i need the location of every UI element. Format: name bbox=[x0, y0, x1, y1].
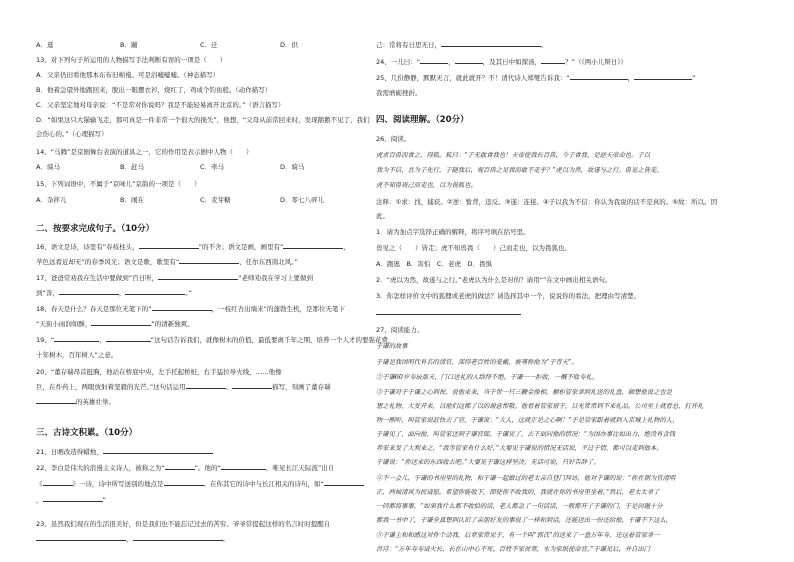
q19-line-1: 19、“ ， ”这句话告诉我们，就像树木的价值，最低要离千年之期，培养一个人才的要强花费， bbox=[36, 336, 395, 344]
q24: 24、一儿曰：“ ， ，及其日中如探汤， ？”（《两小儿辩日》） bbox=[376, 58, 628, 66]
q26-sub-2: 2．“虎以为然，故遂与之行。”老虎认为什么是对的？请用“”在文中画出相关语句。 bbox=[376, 276, 612, 284]
q17-line-2: 到“善， ， 。” bbox=[36, 289, 192, 297]
q13-option-d-cont: 会伤心的。”（心理描写） bbox=[36, 130, 108, 138]
q12-option-a: A．逛 bbox=[36, 41, 54, 49]
right-column bbox=[376, 0, 760, 562]
q26-sub-1-items: 兽见之（ ）皆走；虎不知兽畏（ ）己而走也，以为畏狐也。 bbox=[376, 244, 571, 252]
story-p3-5: 养家来发了大利来之，“我等管家有什么好，”大要见于谦说的情况无话说，不过于情，都可以走到他本。 bbox=[376, 445, 663, 452]
q19-line-2: 十年树木，百年树人”之意。 bbox=[36, 351, 118, 359]
q26-sub-3: 3．你怎样评价文中的狐狸或老虎的做法？请选择其中一个，说说你的看法，把理由写清楚。 bbox=[376, 292, 641, 300]
story-p1: 于谦是我国明代有名的清官，深得老百姓的爱戴，被尊称他为“于青天”。 bbox=[376, 359, 578, 366]
q14-option-a: A．骑马 bbox=[36, 163, 60, 171]
passage-line-2: 我为不信，吾为子先行，子随我后，观百兽之见我而敢不走乎？”虎以为然，故遂与之行。兽见之皆走。 bbox=[376, 167, 663, 174]
q18-line-1: 18、春天是什么？春天是那位无笔下的“ ，一枝红杏出墙来”的蓬勃生机，是那位无笔下 bbox=[36, 305, 346, 313]
story-p5-1: ⑤于谦主和和感这对件个动我，后辈家常见于，有一个叫“郭氏”的送来了一盒万年寿，还这着管家拿一 bbox=[376, 532, 660, 539]
section-2-title: 二、按要求完成句子。（10分） bbox=[36, 224, 155, 234]
q26-sub-1: 1．请为加点字选择正确的解释，将序号填在括号里。 bbox=[376, 228, 530, 236]
q13-option-d: D．“如果这只大锚输飞走，那可真是一件非常一个很大的损失”，他想，“父母从前常回来时，发现鹅鹅不见了，我们 bbox=[36, 116, 370, 124]
notes-line-1: 注释：①求：找，捕获。②逆：暂背，违反。③遂：连接。④子以我为不信：你认为我说的话不是真的。⑤故：所以。因 bbox=[376, 198, 718, 206]
q17-line-1: 17、爸爸常劝我在生活中要做到“百日听， ”老师劝我在学习上要做到 bbox=[36, 274, 314, 282]
story-p2: ②于谦60岁寿辰那天，门口送礼的人络绎不绝。于谦一一拒收，一概不收寿礼。 bbox=[376, 374, 599, 381]
q15-option-b: B．闹在 bbox=[120, 196, 144, 204]
q26-label: 26、阅读。 bbox=[376, 135, 411, 143]
q26-sub-1-options: A．跑逃 B．害怕 C．老虎 D．畏惧 bbox=[376, 260, 492, 268]
story-p3-6: 于谦说：“你送来的东西收去吧。”大要见于谦这样坚决，无话可说，只好告辞了。 bbox=[376, 459, 600, 466]
story-p5-2: 首诗：“万年寿寿请火长，长在山中心不死。百姓不家贫寒，水为家纸使命官。”于谦见后，并自出门 bbox=[376, 546, 651, 553]
q23-line-1: 23、虽然我们现在的生活很美好，但是我们也不能忘记过去的苦穷。爷爷常提起这样的名言时时提醒自 bbox=[36, 520, 331, 528]
q14-option-b: B．赶马 bbox=[120, 163, 144, 171]
q23-continued: 己：常将有日思无日， 。 bbox=[376, 41, 548, 49]
story-p3-4: 于谦见了，面向他，叫管家送到于谦官邸。于谦见了，去下面问他的情况：“为国办事比如出力，绝没有贪钱 bbox=[376, 431, 676, 438]
story-p3-2: 想之礼物，大发开来，以他们这都了以的谢意帮敬。他看着管家留于，目光常常到不来礼品。公司至上就看总，打开礼 bbox=[376, 403, 704, 410]
q16-line-1: 16、语文是诗，诗里有“春枝柱头， ”的不舍；语文是画，画里有“ ， bbox=[36, 243, 350, 251]
q20-line-3: 的英雄壮举。 bbox=[36, 398, 115, 407]
q16-line-2: 苹色远看近却无”的春季风光；语文是歌，歌里有“ ，任尔东西南北风。” bbox=[36, 258, 298, 266]
q23-line-2: ， 。 bbox=[36, 535, 229, 544]
q27-label: 27、阅读能力。 bbox=[376, 326, 424, 334]
q12-option-d: D．供 bbox=[280, 41, 299, 49]
story-p4-3: 一回都将事事，“如果我什么都不收拾的话，老人都急了一句话话，一般都开了于谦的门，于是问题十分 bbox=[376, 503, 663, 510]
story-p4-2: 正，两袖清风为民请愿。希望你能收下，即使你不收我的，我就在你的书房里坐着。”然后，老太太拿了 bbox=[376, 489, 660, 496]
passage-line-1: 虎求百兽而食之，得狐。狐曰：“子无敢食我也！天帝使我长百兽，今子食我，是逆天帝命也。子以 bbox=[376, 152, 650, 159]
q14-option-d: D．骑马 bbox=[280, 163, 305, 171]
q20-line-1: 20、“董存瑞昂首挺胸，他站在桥底中央，左手托起桥桩，右手猛拉导火线，……他像 bbox=[36, 368, 282, 376]
q13-stem: 13、对下列句子所运用的人物描写手法判断有误的一项是（ ） bbox=[36, 56, 227, 64]
notes-line-2: 此。 bbox=[376, 212, 389, 220]
q13-option-a: A．父亲仍旧看他那本东布旧棉袍。可是浴嘘嘘嘘。（神态描写） bbox=[36, 71, 220, 79]
q15-option-d: D．零七八碎儿 bbox=[280, 196, 325, 204]
q14-stem: 14、“马腾”是京剧舞台表演的道具之一，它的作用是表示剧中人物（ ） bbox=[36, 148, 253, 156]
story-title: 于谦的故事 bbox=[376, 343, 408, 350]
story-p4-4: 都我一书中了，于谦全真想到认识了亲朋好友的事说了一样和到话，还能送出一份还给他，于谦不下这么， bbox=[376, 517, 672, 524]
passage-line-3: 虎不知兽畏己而走也，以为畏狐也。 bbox=[376, 182, 477, 189]
q15-stem: 15、下列词语中，不属于“京味儿”京韵的一项是（ ） bbox=[36, 180, 201, 188]
answer-line bbox=[376, 314, 521, 315]
story-p3-3: 物一刚听，叫管家说赶快去了官，于谦说：“大人，这就正是之心啊！”于是管家跟着就到入京城上礼物的人， bbox=[376, 417, 679, 424]
q21: 21、日晒改造得蜡烛， bbox=[36, 448, 213, 457]
section-4-title: 四、阅读理解。（20分） bbox=[376, 115, 469, 125]
story-p3-1: ③于谦对于于谦之心到祝，说他来来，当于世一只三鞭金像相。橱柜管家拿到礼送的礼盒，颇想他说之也是 bbox=[376, 389, 672, 396]
q22-line-1: 22、李白是伟大的浪漫主义诗人，被称之为“ ”。他的“ ，唯见长江天际流”出自 bbox=[36, 464, 335, 472]
q22-line-2: 《 》一诗，诗中所写送别的地点是 。在你其它的诗中与长江相关的诗句，如“ bbox=[36, 480, 364, 489]
q13-option-b: B．他着急望外地跑回来，脱出一眼摆衣衫，烧红了，鸡成个钓鱼般。（动作描写） bbox=[36, 86, 272, 94]
q22-line-3: ， ” bbox=[36, 496, 106, 504]
q20-line-2: 巨，在炸药上，两眼放射着坚毅的光芒。”这句话运用 、 描写，刻画了董存瑞 bbox=[36, 383, 331, 391]
q25-line-2: 我需磨砺挫折。 bbox=[376, 89, 422, 97]
q12-option-b: B．蹦 bbox=[120, 41, 138, 49]
q18-line-2: “天街小雨润如酥， ”的清新独爽。 bbox=[36, 320, 194, 328]
q25-line-1: 25、几份静静，默默无言，就此就开？不！清代诗人郑燮告诉我：“ ， ” bbox=[376, 74, 696, 82]
section-3-title: 三、古诗文积累。（10分） bbox=[36, 428, 138, 438]
q12-option-c: C．迁 bbox=[200, 41, 218, 49]
q14-option-c: C．牵马 bbox=[200, 163, 225, 171]
story-p4-1: ④不一会儿，于谦的书房里的礼物，和于谦一起做过的老太亲自登门拜访，他对于谦的说：“你在朝为官清明 bbox=[376, 475, 676, 482]
q15-option-a: A．杂拌儿 bbox=[36, 196, 67, 204]
q13-option-c: C．父亲坚定地对母亲说：“不是常对你说吗？我是不能轻易离开北京的。”（语言描写） bbox=[36, 101, 285, 109]
q15-option-c: C．麦芽糖 bbox=[200, 196, 231, 204]
